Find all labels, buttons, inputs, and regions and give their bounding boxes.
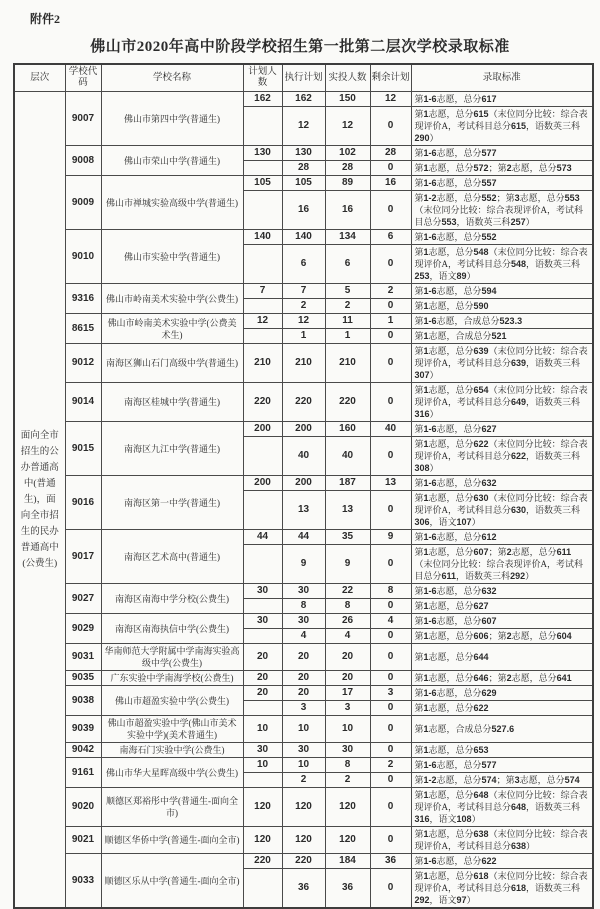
cell-executed: 10 [282,716,325,743]
cell-standard: 第1-6志愿，总分557 [411,176,593,191]
cell-remaining: 13 [370,476,411,491]
cell-school-name: 佛山市岭南美术实验中学(公费生) [101,284,243,314]
cell-executed: 2 [282,299,325,314]
cell-school-code: 9012 [65,344,101,383]
cell-actual: 134 [325,230,370,245]
cell-planned [243,773,282,788]
cell-school-name: 南海区艺术高中(普通生) [101,530,243,584]
cell-actual: 30 [325,743,370,758]
cell-planned: 105 [243,176,282,191]
cell-remaining: 16 [370,176,411,191]
table-row [14,671,593,686]
cell-planned [243,869,282,909]
cell-planned [243,245,282,284]
table-row [14,614,593,629]
cell-school-code: 9161 [65,758,101,788]
cell-actual: 11 [325,314,370,329]
table-row [14,584,593,599]
cell-executed: 4 [282,629,325,644]
cell-planned: 12 [243,314,282,329]
cell-planned: 30 [243,743,282,758]
cell-school-name: 南海区九江中学(普通生) [101,422,243,476]
table-row [14,686,593,701]
cell-actual: 150 [325,92,370,107]
header-name: 学校名称 [101,64,243,92]
cell-executed: 10 [282,758,325,773]
cell-actual: 1 [325,329,370,344]
cell-standard: 第1志愿，总分622（末位同分比较：综合表现评价A，考试科目总分622，语数英三科308） [411,437,593,476]
cell-remaining: 6 [370,230,411,245]
cell-standard: 第1志愿，总分572；第2志愿，总分573 [411,161,593,176]
cell-remaining: 0 [370,629,411,644]
cell-executed: 2 [282,773,325,788]
cell-school-name: 顺德区华侨中学(普通生-面向全市) [101,827,243,854]
cell-actual: 102 [325,146,370,161]
cell-standard: 第1-2志愿，总分552；第3志愿，总分553（末位同分比较：综合表现评价A，考试科目总分553，语数英三科257） [411,191,593,230]
cell-planned: 7 [243,284,282,299]
cell-actual: 4 [325,629,370,644]
table-row [14,422,593,437]
cell-executed: 8 [282,599,325,614]
cell-actual: 2 [325,773,370,788]
cell-school-code: 9010 [65,230,101,284]
table-row [14,176,593,191]
page-title: 佛山市2020年高中阶段学校招生第一批第二层次学校录取标准 [90,39,510,55]
cell-remaining: 40 [370,422,411,437]
cell-level-group: 面向全市招生的公办普通高中(普通生)，面向全市招生的民办普通高中(公费生) [14,92,65,909]
header-executed: 执行计划 [282,64,325,92]
cell-remaining: 0 [370,788,411,827]
cell-executed: 20 [282,671,325,686]
table-row [14,284,593,299]
cell-planned: 30 [243,584,282,599]
attachment-label: 附件2 [30,12,61,26]
cell-school-code: 9016 [65,476,101,530]
cell-remaining: 0 [370,383,411,422]
cell-school-code: 9029 [65,614,101,644]
header-planned: 计划人数 [243,64,282,92]
table-row [14,743,593,758]
cell-school-name: 佛山市实验中学(普通生) [101,230,243,284]
cell-planned: 10 [243,716,282,743]
cell-actual: 5 [325,284,370,299]
cell-standard: 第1-6志愿，总分594 [411,284,593,299]
cell-planned: 20 [243,644,282,671]
cell-actual: 17 [325,686,370,701]
cell-executed: 210 [282,344,325,383]
cell-standard: 第1-6志愿，总分577 [411,758,593,773]
cell-actual: 8 [325,758,370,773]
cell-school-code: 9021 [65,827,101,854]
header-actual: 实投人数 [325,64,370,92]
cell-planned: 220 [243,383,282,422]
cell-executed: 220 [282,383,325,422]
cell-remaining: 0 [370,869,411,909]
cell-school-name: 南海区桂城中学(普通生) [101,383,243,422]
cell-actual: 10 [325,716,370,743]
cell-school-name: 佛山市禅城实验高级中学(普通生) [101,176,243,230]
table-body [14,92,593,909]
cell-school-name: 广东实验中学南海学校(公费生) [101,671,243,686]
cell-planned: 210 [243,344,282,383]
cell-actual: 12 [325,107,370,146]
cell-school-code: 9316 [65,284,101,314]
cell-school-code: 9033 [65,854,101,909]
cell-actual: 28 [325,161,370,176]
cell-remaining: 0 [370,773,411,788]
cell-standard: 第1-6志愿，总分612 [411,530,593,545]
cell-school-name: 华南师范大学附属中学南海实验高级中学(公费生) [101,644,243,671]
cell-actual: 20 [325,671,370,686]
cell-actual: 89 [325,176,370,191]
cell-actual: 184 [325,854,370,869]
cell-executed: 162 [282,92,325,107]
cell-executed: 30 [282,743,325,758]
cell-remaining: 0 [370,344,411,383]
cell-planned: 20 [243,671,282,686]
table-row [14,644,593,671]
cell-actual: 120 [325,788,370,827]
cell-standard: 第1-2志愿，总分574；第3志愿，总分574 [411,773,593,788]
table-row [14,230,593,245]
cell-planned: 44 [243,530,282,545]
cell-remaining: 28 [370,146,411,161]
table-row [14,758,593,773]
cell-planned: 130 [243,146,282,161]
cell-standard: 第1志愿，总分648（末位同分比较：综合表现评价A，考试科目总分648，语数英三科316，语文108） [411,788,593,827]
cell-executed: 20 [282,686,325,701]
table-row [14,854,593,869]
cell-school-code: 9017 [65,530,101,584]
cell-remaining: 0 [370,437,411,476]
cell-actual: 3 [325,701,370,716]
cell-planned [243,437,282,476]
cell-standard: 第1志愿，总分606；第2志愿，总分604 [411,629,593,644]
cell-executed: 3 [282,701,325,716]
table-row [14,383,593,422]
cell-planned [243,329,282,344]
cell-actual: 16 [325,191,370,230]
cell-remaining: 0 [370,299,411,314]
cell-standard: 第1志愿，合成总分527.6 [411,716,593,743]
cell-remaining: 2 [370,284,411,299]
cell-executed: 6 [282,245,325,284]
cell-remaining: 0 [370,701,411,716]
cell-remaining: 4 [370,614,411,629]
header-level: 层次 [14,64,65,92]
table-row [14,344,593,383]
cell-planned [243,491,282,530]
cell-executed: 28 [282,161,325,176]
cell-actual: 35 [325,530,370,545]
cell-actual: 120 [325,827,370,854]
cell-remaining: 36 [370,854,411,869]
cell-school-code: 9014 [65,383,101,422]
admissions-table [13,63,594,909]
cell-remaining: 0 [370,191,411,230]
cell-planned: 20 [243,686,282,701]
cell-school-code: 9020 [65,788,101,827]
cell-school-code: 9027 [65,584,101,614]
cell-planned [243,545,282,584]
cell-remaining: 0 [370,491,411,530]
cell-school-name: 南海区狮山石门高级中学(普通生) [101,344,243,383]
table-row [14,716,593,743]
table-row [14,146,593,161]
cell-school-code: 9007 [65,92,101,146]
cell-remaining: 8 [370,584,411,599]
cell-actual: 220 [325,383,370,422]
cell-executed: 200 [282,422,325,437]
cell-executed: 12 [282,107,325,146]
cell-remaining: 0 [370,545,411,584]
cell-school-name: 佛山市超盈实验中学(公费生) [101,686,243,716]
cell-school-code: 8615 [65,314,101,344]
cell-remaining: 9 [370,530,411,545]
cell-executed: 12 [282,314,325,329]
cell-planned [243,107,282,146]
cell-school-code: 9008 [65,146,101,176]
cell-school-code: 9042 [65,743,101,758]
cell-actual: 36 [325,869,370,909]
cell-executed: 1 [282,329,325,344]
cell-executed: 7 [282,284,325,299]
cell-remaining: 0 [370,716,411,743]
cell-school-name: 佛山市荣山中学(普通生) [101,146,243,176]
cell-actual: 26 [325,614,370,629]
cell-remaining: 0 [370,743,411,758]
table-row [14,476,593,491]
cell-planned [243,299,282,314]
cell-actual: 6 [325,245,370,284]
header-remaining: 剩余计划 [370,64,411,92]
cell-planned: 220 [243,854,282,869]
cell-school-name: 南海区南海中学分校(公费生) [101,584,243,614]
header-standard: 录取标准 [411,64,593,92]
cell-planned: 140 [243,230,282,245]
cell-school-name: 佛山市岭南美术实验中学(公费美术生) [101,314,243,344]
table-row [14,530,593,545]
cell-actual: 2 [325,299,370,314]
cell-standard: 第1志愿，总分639（末位同分比较：综合表现评价A，考试科目总分639，语数英三科307） [411,344,593,383]
cell-standard: 第1志愿，总分644 [411,644,593,671]
cell-executed: 16 [282,191,325,230]
cell-executed: 120 [282,827,325,854]
cell-standard: 第1-6志愿，总分617 [411,92,593,107]
cell-school-name: 南海区第一中学(普通生) [101,476,243,530]
cell-standard: 第1志愿，总分627 [411,599,593,614]
cell-remaining: 0 [370,107,411,146]
cell-standard: 第1志愿，总分630（末位同分比较：综合表现评价A，考试科目总分630，语数英三科306，语文107） [411,491,593,530]
cell-remaining: 0 [370,329,411,344]
cell-school-name: 佛山市华大星晖高级中学(公费生) [101,758,243,788]
cell-school-name: 顺德区乐从中学(普通生-面向全市) [101,854,243,909]
cell-actual: 160 [325,422,370,437]
cell-planned [243,599,282,614]
cell-standard: 第1志愿，总分590 [411,299,593,314]
cell-standard: 第1-6志愿，总分622 [411,854,593,869]
cell-planned: 162 [243,92,282,107]
cell-remaining: 0 [370,161,411,176]
cell-school-code: 9039 [65,716,101,743]
table-row [14,314,593,329]
cell-planned: 10 [243,758,282,773]
cell-actual: 13 [325,491,370,530]
cell-standard: 第1-6志愿，合成总分523.3 [411,314,593,329]
cell-actual: 20 [325,644,370,671]
cell-remaining: 12 [370,92,411,107]
table-row [14,788,593,827]
cell-school-name: 南海石门实验中学(公费生) [101,743,243,758]
cell-remaining: 0 [370,599,411,614]
cell-remaining: 2 [370,758,411,773]
cell-executed: 9 [282,545,325,584]
header-code: 学校代码 [65,64,101,92]
cell-executed: 120 [282,788,325,827]
table-row [14,92,593,107]
cell-standard: 第1志愿，总分654（末位同分比较：综合表现评价A，考试科目总分649，语数英三科316） [411,383,593,422]
cell-planned: 200 [243,476,282,491]
cell-executed: 30 [282,584,325,599]
cell-actual: 40 [325,437,370,476]
cell-executed: 20 [282,644,325,671]
table-row [14,827,593,854]
cell-standard: 第1志愿，总分646；第2志愿，总分641 [411,671,593,686]
cell-school-name: 佛山市第四中学(普通生) [101,92,243,146]
cell-planned [243,629,282,644]
cell-actual: 9 [325,545,370,584]
cell-executed: 130 [282,146,325,161]
cell-remaining: 0 [370,644,411,671]
cell-school-name: 南海区南海执信中学(公费生) [101,614,243,644]
header-row [14,64,593,92]
cell-planned: 30 [243,614,282,629]
cell-standard: 第1志愿，总分622 [411,701,593,716]
cell-planned: 120 [243,827,282,854]
cell-standard: 第1-6志愿，总分632 [411,584,593,599]
cell-remaining: 0 [370,827,411,854]
cell-executed: 40 [282,437,325,476]
cell-planned [243,161,282,176]
cell-executed: 140 [282,230,325,245]
cell-standard: 第1-6志愿，总分552 [411,230,593,245]
cell-executed: 44 [282,530,325,545]
cell-actual: 8 [325,599,370,614]
cell-school-code: 9031 [65,644,101,671]
cell-executed: 220 [282,854,325,869]
cell-standard: 第1志愿，总分548（末位同分比较：综合表现评价A，考试科目总分548，语数英三科253，语文89） [411,245,593,284]
cell-remaining: 0 [370,671,411,686]
cell-standard: 第1-6志愿，总分632 [411,476,593,491]
cell-remaining: 1 [370,314,411,329]
cell-executed: 105 [282,176,325,191]
cell-school-code: 9015 [65,422,101,476]
cell-standard: 第1-6志愿，总分577 [411,146,593,161]
cell-planned: 200 [243,422,282,437]
cell-executed: 30 [282,614,325,629]
cell-school-name: 顺德区郑裕彤中学(普通生-面向全市) [101,788,243,827]
cell-remaining: 3 [370,686,411,701]
cell-actual: 187 [325,476,370,491]
cell-remaining: 0 [370,245,411,284]
cell-actual: 22 [325,584,370,599]
cell-standard: 第1志愿，总分607；第2志愿，总分611（末位同分比较：综合表现评价A，考试科目总分611，语数英三科292） [411,545,593,584]
cell-standard: 第1-6志愿，总分627 [411,422,593,437]
cell-executed: 200 [282,476,325,491]
cell-actual: 210 [325,344,370,383]
cell-planned: 120 [243,788,282,827]
cell-standard: 第1志愿，合成总分521 [411,329,593,344]
cell-standard: 第1-6志愿，总分629 [411,686,593,701]
cell-standard: 第1志愿，总分638（末位同分比较：综合表现评价A，考试科目总分638） [411,827,593,854]
cell-executed: 13 [282,491,325,530]
cell-school-code: 9035 [65,671,101,686]
cell-standard: 第1志愿，总分653 [411,743,593,758]
cell-school-code: 9009 [65,176,101,230]
cell-planned [243,701,282,716]
cell-executed: 36 [282,869,325,909]
cell-standard: 第1志愿，总分615（末位同分比较：综合表现评价A，考试科目总分615，语数英三科290） [411,107,593,146]
cell-school-name: 佛山市超盈实验中学(佛山市美术实验中学)(美术普通生) [101,716,243,743]
cell-standard: 第1-6志愿，总分607 [411,614,593,629]
cell-standard: 第1志愿，总分618（末位同分比较：综合表现评价A，考试科目总分618，语数英三科292，语文97） [411,869,593,909]
cell-planned [243,191,282,230]
cell-school-code: 9038 [65,686,101,716]
